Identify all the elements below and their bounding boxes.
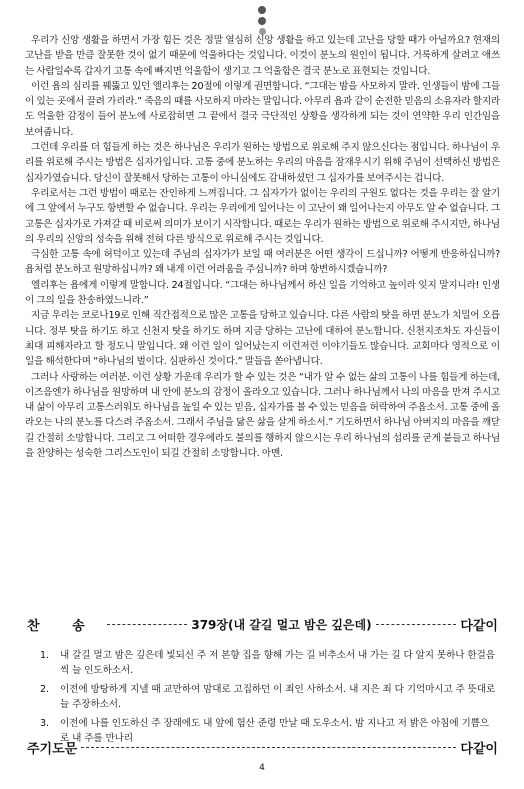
verse-text: 내 갈길 멀고 밤은 깊은데 빛되신 주 저 본향 집을 향해 가는 길 비추소서 내 가는 길 다 알지 못하나 한걸음씩 늘 인도하소서. — [60, 650, 495, 676]
hymn-label: 찬 송 — [27, 618, 99, 634]
prayer-label: 주기도문 — [27, 741, 78, 757]
binder-hole-icon — [258, 17, 266, 25]
hymn-header — [27, 614, 498, 634]
page-number: 4 — [259, 763, 265, 773]
sermon-paragraph: 이런 욥의 심리를 꿰뚫고 있던 엘리후는 20절에 이렇게 권면합니다. “그대는 밤을 사모하지 말라. 인생들이 밤에 그들이 있는 곳에서 끌려 가리라.” 죽음의 때를 사모하지 마라는 말입니다. 아무리 욥과 같이 순전한 믿음의 소유자라 할지라도 억울한 감정이 들어 분노에 사로잡히면 그 끝에서 결국 극단적인 상황을 생각하게 되는 것이 연약한 우리 인간임을 보여줍니다. — [25, 80, 500, 138]
sermon-paragraph: 극심한 고통 속에 허덕이고 있는데 주님의 십자가가 보일 때 여러분은 어떤 생각이 드십니까? 어떻게 반응하십니까? 욥처럼 분노하고 원망하십니까? 왜 내게 이런 어려움을 주십니까? 하며 항변하시겠습니까? — [25, 249, 500, 276]
hymn-leader: 다같이 — [460, 618, 498, 634]
leader-dots — [376, 624, 457, 625]
sermon-paragraph: 우리로서는 그런 방법이 때로는 잔인하게 느껴집니다. 그 십자가가 없이는 우리의 구원도 없다는 것을 우리는 잘 알기에 그 앞에서 누구도 항변할 수 없습니다. 우리는 우리에게 일어나는 이 고난이 왜 일어나는지 아무도 알 수 없습니다. 그 고통은 십자가로 가져갈 때 비로써 의미가 보이기 시작합니다. 때로는 우리가 원하는 방법으로 위로해 주시지만, 하나님의 우리의 신앙의 성숙을 위해 전혀 다른 방식으로 위로해 주시는 것입니다. — [25, 187, 500, 245]
leader-dots — [81, 747, 456, 748]
lords-prayer-header — [27, 737, 498, 757]
binder-hole-icon — [258, 6, 266, 14]
leader-dots — [107, 624, 188, 625]
verse-number: 2. — [40, 684, 49, 695]
sermon-paragraph: 지금 우리는 코로나19로 인해 직간접적으로 많은 고통을 당하고 있습니다. 다른 사람의 탓을 하면 분노가 치밀어 오릅니다. 정부 탓을 하기도 하고 신천지 탓을 하기도 하며 지금 당하는 고난에 대하여 분노합니다. 신천지조차도 자신들이 최대 피해자라고 할 정도니 말입니다. 왜 이런 일이 일어났는지 이런저런 이야기들도 많습니다. 교회마다 영적으로 이 일을 해석한다며 “하나님의 벌이다. 심판하신 것이다.” 말들을 쏟아냅니다. — [25, 310, 500, 368]
sermon-paragraph: 우리가 신앙 생활을 하면서 가장 힘든 것은 정말 열심히 신앙 생활을 하고 있는데 고난을 당할 때가 아닐까요? 현재의 고난을 받을 만큼 잘못한 것이 없기 때문에 억울하다는 것입니다. 이것이 분노의 원인이 됩니다. 거룩하게 살려고 애쓰는 사람일수록 갑자기 고통 속에 빠지면 억울함이 생기고 그 억울함은 결국 분노로 표현되는 것입니다. — [25, 35, 500, 77]
sermon-paragraph: 엘리후는 욥에게 이렇게 말합니다. 24절입니다. “그대는 하나님께서 하신 일을 기억하고 높이라 잊지 말지니라! 인생이 그의 일을 찬송하였느니라.” — [25, 279, 500, 307]
hymn-verse — [40, 648, 498, 678]
hymn-title: 379장(내 갈길 멀고 밤은 깊은데) — [191, 617, 372, 632]
sermon-body — [25, 33, 500, 461]
sermon-paragraph: 그런데 우리를 더 힘들게 하는 것은 하나님은 우리가 원하는 방법으로 위로해 주지 않으신다는 점입니다. 하나님이 우리를 위로해 주시는 방법은 십자가입니다. 고통 중에 분노하는 우리의 마음을 잠재우시기 위해 주님이 선택하신 방법은 십자가였습니다. 당신이 잘못해서 당하는 고통이 아니심에도 감내하셨던 그 십자가를 보여주시는 겁니다. — [25, 142, 500, 184]
verse-text: 이전에 나를 인도하신 주 장래에도 내 앞에 험산 준령 만날 때 도우소서. 밤 지나고 저 밝은 아침에 기쁨으로 내 주를 만나리 — [60, 718, 489, 744]
hymn-verse — [40, 682, 498, 712]
prayer-leader: 다같이 — [460, 741, 498, 757]
verse-number: 1. — [40, 650, 49, 661]
hymn-verses — [40, 648, 498, 750]
verse-text: 이전에 방탕하게 지낼 때 교만하여 맘대로 고집하던 이 죄인 사하소서. 내 지은 죄 다 기억마시고 주 뜻대로 늘 주장하소서. — [60, 684, 496, 710]
verse-number: 3. — [40, 718, 49, 729]
sermon-paragraph: 그러나 사랑하는 여러분. 이런 상황 가운데 우리가 할 수 있는 것은 “내가 알 수 없는 삶의 고통이 나를 힘들게 하는데, 이즈음엔가 하나님을 원망하며 내 안에 분노의 감정이 올라오고 있습니다. 그러나 하나님께서 나의 마음을 만져 주시고 내 삶이 아무리 고통스러워도 하나님을 높일 수 있는 믿음, 십자가를 볼 수 있는 믿음을 허락하여 주옵소서. 고통 중에 올라오는 나의 분노를 다스려 주옵소서. 그래서 주님을 닮은 삶을 살게 하소서.” 기도하면서 하나님 아버지의 마음을 깨닫길 간절히 소망합니다. 그리고 그 어떠한 경우에라도 불의를 행하지 않으시는 우리 하나님의 섭리를 굳게 붙들고 하나님을 찬양하는 성숙한 그리스도인이 되길 간절히 소망합니다. 아멘. — [25, 371, 500, 460]
